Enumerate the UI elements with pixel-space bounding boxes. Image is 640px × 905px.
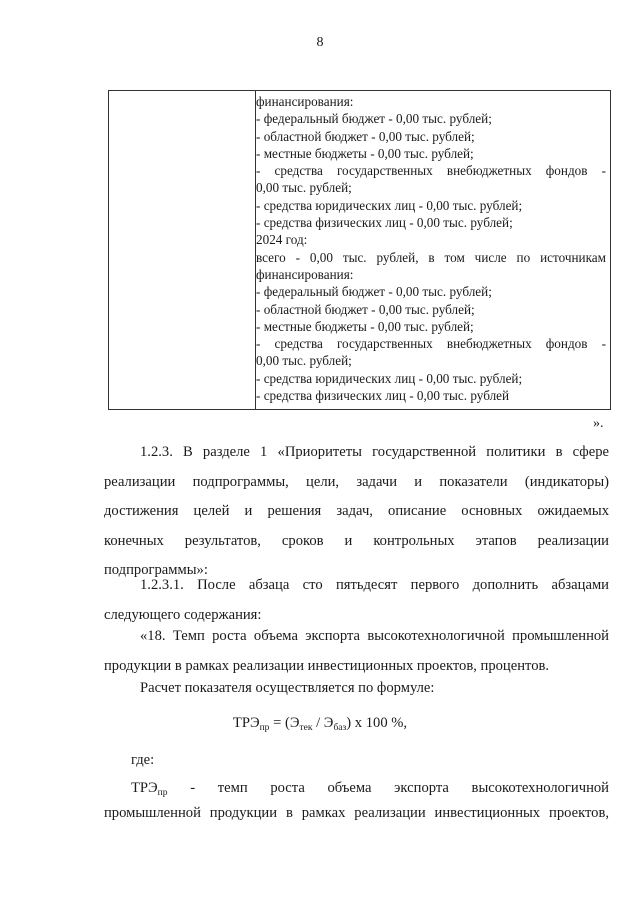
definition-line <box>131 780 609 798</box>
section-1-2-3 <box>104 438 609 586</box>
table-line: всего - 0,00 тыс. рублей, в том числе по источникам <box>256 249 606 265</box>
paragraph-line: 1.2.3. В разделе 1 «Приоритеты государственной политики в сфере <box>140 444 609 460</box>
formula <box>0 715 640 733</box>
paragraph-line: продукции в рамках реализации инвестиционных проектов, процентов. <box>104 657 550 674</box>
definition-text: - темп роста объема экспорта высокотехнологичной <box>167 780 609 796</box>
paragraph-line: достижения целей и решения задач, описание основных ожидаемых <box>104 503 609 519</box>
table-line: финансирования: <box>256 266 354 282</box>
calc-intro <box>104 674 609 704</box>
table-line: - средства физических лиц - 0,00 тыс. рублей <box>256 388 510 404</box>
closing-quote: ». <box>593 416 604 431</box>
table-line: - областной бюджет - 0,00 тыс. рублей; <box>256 301 475 317</box>
definition-term: ТРЭ <box>131 780 158 796</box>
formula-baz-sub: баз <box>333 723 347 733</box>
table-right-cell <box>256 93 606 404</box>
definition-term-sub: пр <box>157 788 168 798</box>
formula-div: / Э <box>312 715 334 731</box>
table-line: 2024 год: <box>256 232 308 248</box>
formula-tail: ) х 100 %, <box>346 715 408 731</box>
table-line: - средства государственных внебюджетных фондов - <box>256 163 606 179</box>
paragraph-line: конечных результатов, сроков и контрольных этапов реализации <box>104 532 609 549</box>
paragraph-line: Расчет показателя осуществляется по формуле: <box>140 680 435 696</box>
table-line: - средства физических лиц - 0,00 тыс. рублей; <box>256 215 513 231</box>
table-line: - федеральный бюджет - 0,00 тыс. рублей; <box>256 111 492 127</box>
table-left-cell <box>109 91 256 409</box>
table-line: финансирования: <box>256 94 354 109</box>
paragraph-line: подпрограммы»: <box>104 562 208 578</box>
paragraph-line: «18. Темп роста объема экспорта высокотехнологичной промышленной <box>140 628 609 644</box>
table-line: - местные бюджеты - 0,00 тыс. рублей; <box>256 318 474 334</box>
formula-lhs: ТРЭ <box>232 715 260 731</box>
table-line: - средства юридических лиц - 0,00 тыс. рублей; <box>256 370 523 386</box>
table-line: - федеральный бюджет - 0,00 тыс. рублей; <box>256 284 492 300</box>
table-line: - областной бюджет - 0,00 тыс. рублей; <box>256 128 475 144</box>
where-label: где: <box>131 752 155 768</box>
table-line: - средства юридических лиц - 0,00 тыс. рублей; <box>256 197 523 213</box>
table-line: - средства государственных внебюджетных фондов - <box>256 336 606 352</box>
table-line: - местные бюджеты - 0,00 тыс. рублей; <box>256 145 474 161</box>
formula-eq: = (Э <box>269 715 300 731</box>
item-18 <box>104 622 609 681</box>
formula-tek-sub: тек <box>299 723 313 733</box>
definition-line-2: промышленной продукции в рамках реализации инвестиционных проектов, <box>104 805 609 821</box>
table-line: 0,00 тыс. рублей; <box>256 180 352 196</box>
paragraph-line: 1.2.3.1. После абзаца сто пятьдесят первого дополнить абзацами <box>140 577 609 593</box>
paragraph-line: следующего содержания: <box>104 606 262 623</box>
budget-table <box>108 90 611 410</box>
table-line: 0,00 тыс. рублей; <box>256 353 352 369</box>
paragraph-line: реализации подпрограммы, цели, задачи и показатели (индикаторы) <box>104 473 609 490</box>
page-number: 8 <box>316 35 324 50</box>
formula-lhs-sub: пр <box>259 723 270 733</box>
